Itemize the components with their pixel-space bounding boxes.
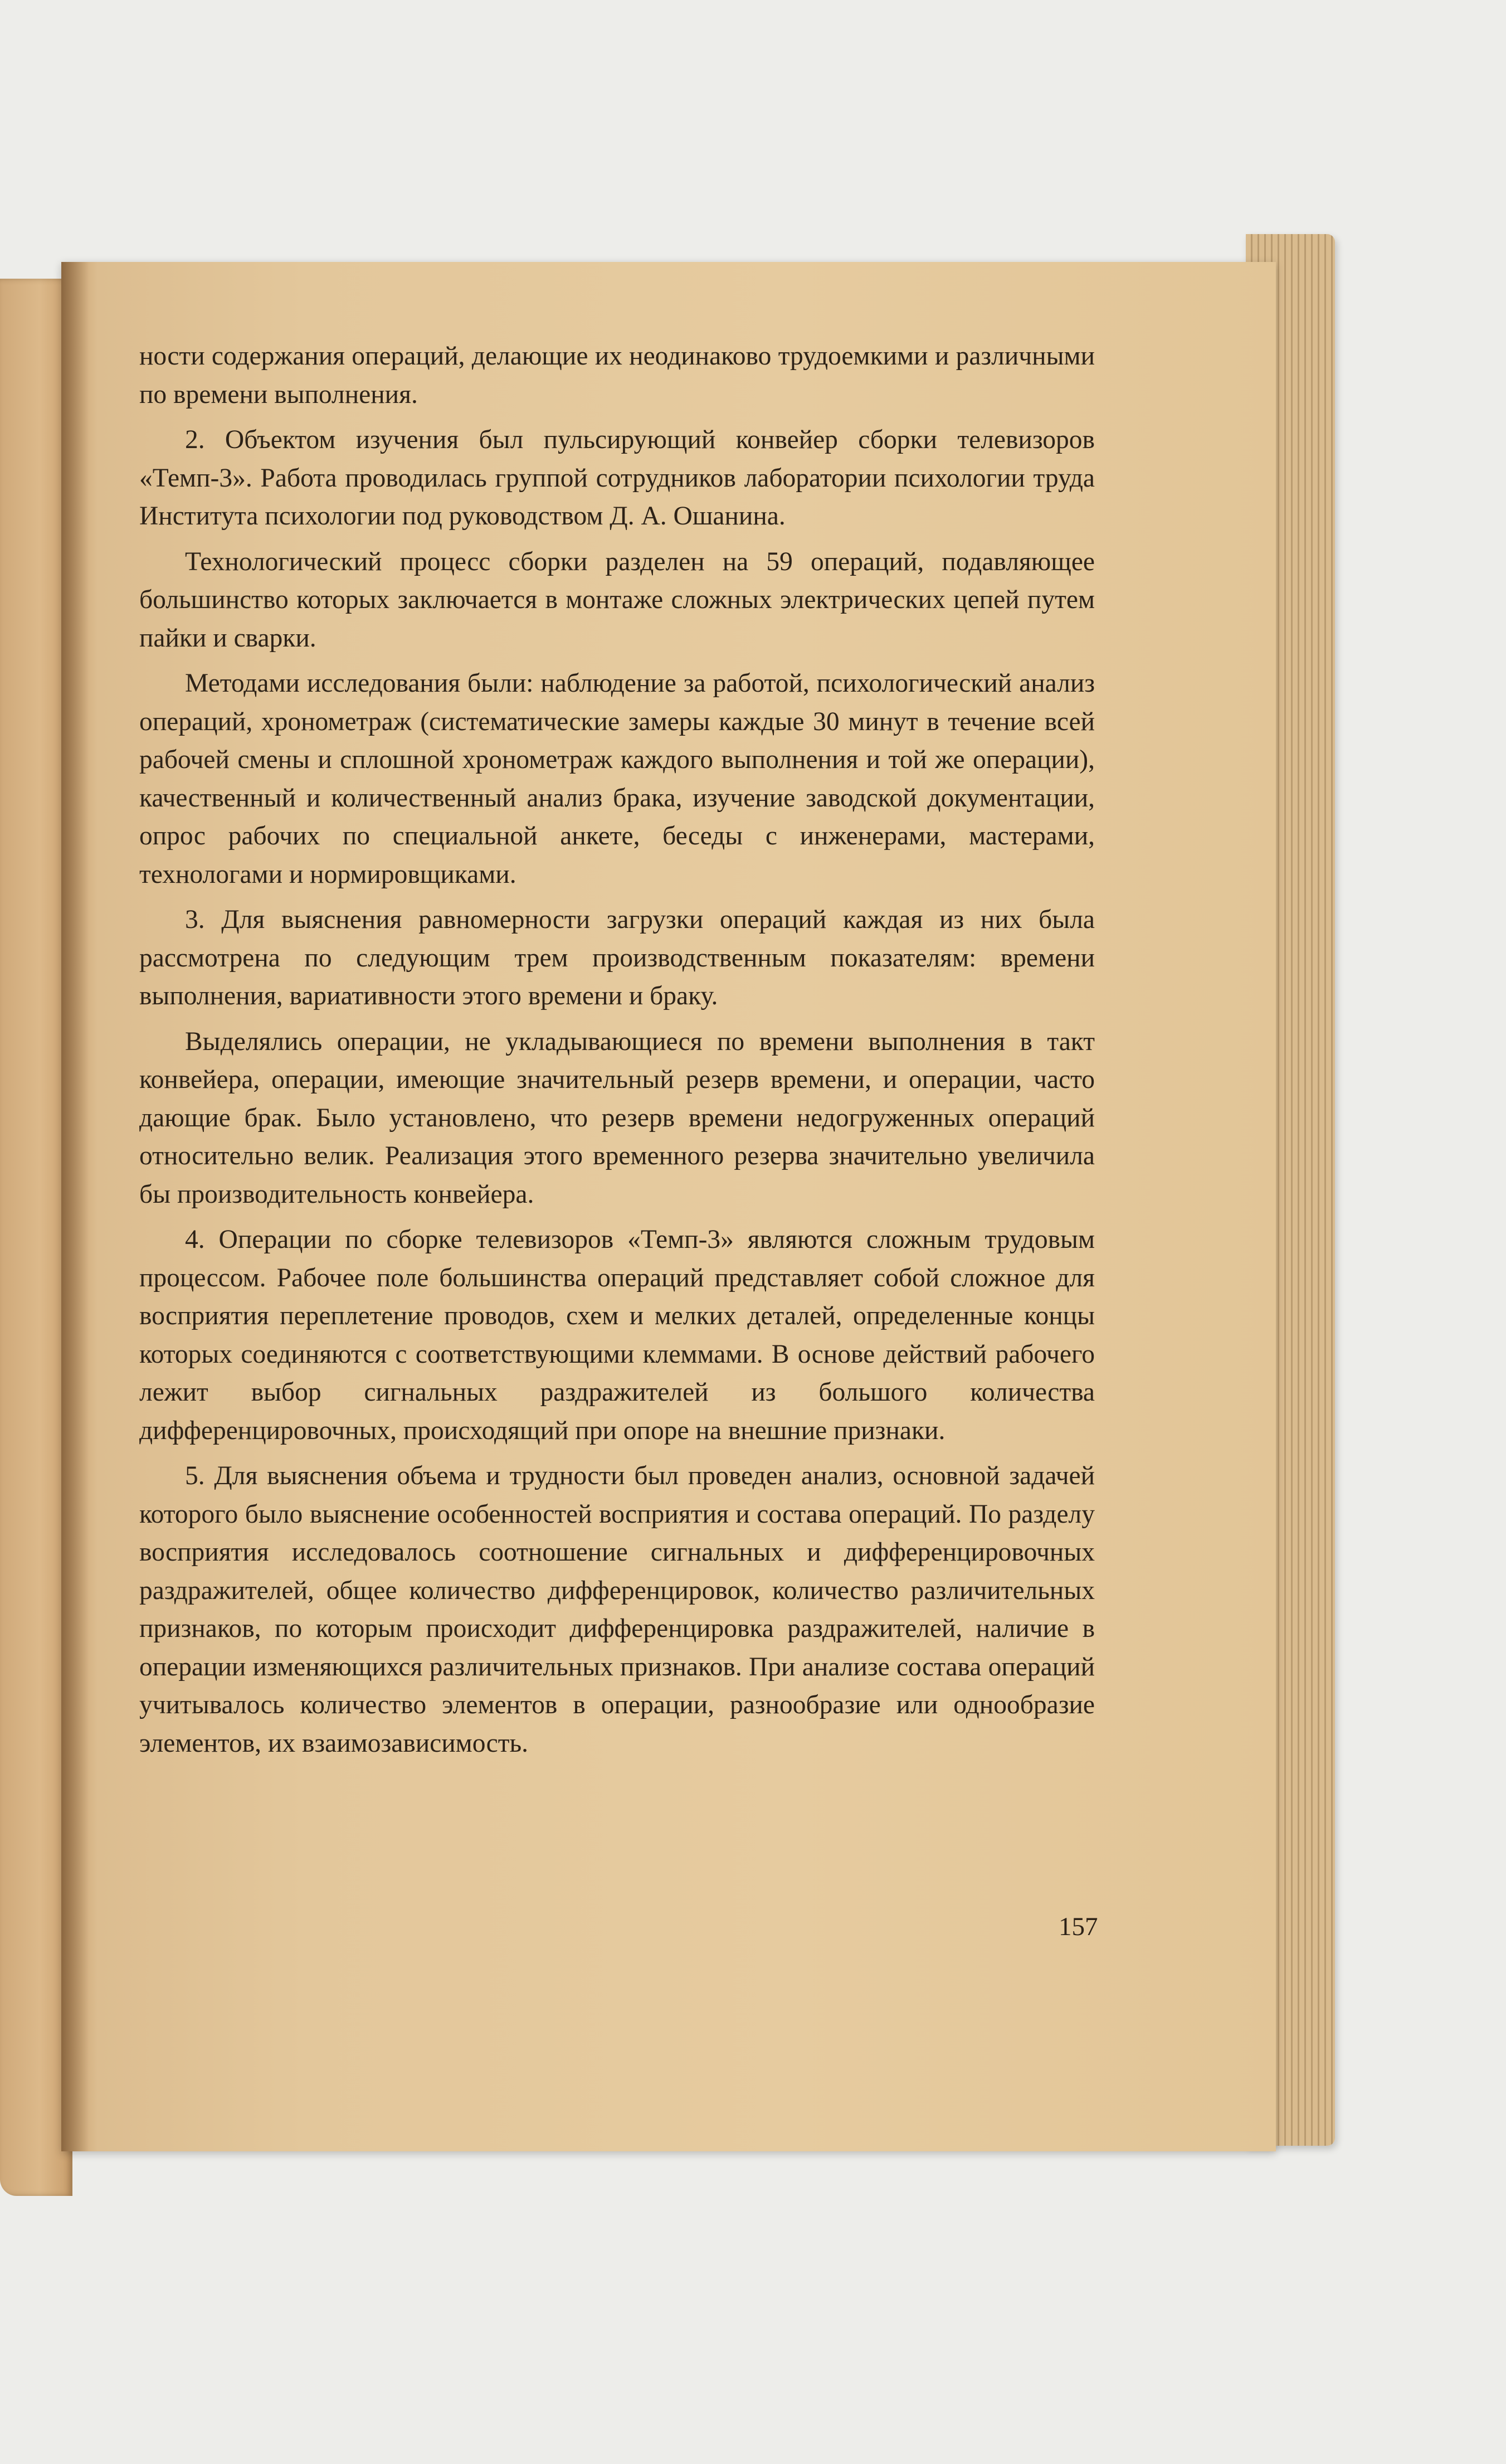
paragraph-tech-process: Технологический процесс сборки разделен на 59 операций, подавляющее большинство которых заключается в монтаже сложных электрических цепей путем пайки и сварки. xyxy=(139,547,1095,653)
spine-shadow xyxy=(61,262,89,2151)
page-number: 157 xyxy=(1059,1912,1098,1941)
page-body-text xyxy=(139,337,1095,1770)
paragraph-5-analysis: 5. Для выяснения объема и трудности был проведен анализ, основной задачей которого было выяснение особенностей восприятия и состава операций. По разделу восприятия исследовалось соотношение сигнальных и дифференцировочных раздражителей, общее количество дифференцировок, количество различительных признаков, по которым происходит дифференцировка раздражителей, наличие в операции изменяющихся различительных признаков. При анализе состава операций учитывалось количество элементов в операции, разнообразие или однообразие элементов, их взаимозависимость. xyxy=(139,1461,1095,1758)
paragraph-operations-reserve: Выделялись операции, не укладывающиеся по времени выполнения в такт конвейера, операции, имеющие значительный резерв времени, и операции, часто дающие брак. Было установлено, что резерв времени недогруженных операций относительно велик. Реализация этого временного резерва значительно увеличила бы производительность конвейера. xyxy=(139,1027,1095,1209)
paragraph-continuation: ности содержания операций, делающие их неодинаково трудоемкими и различными по времени выполнения. xyxy=(139,342,1095,409)
paragraph-3-load: 3. Для выяснения равномерности загрузки операций каждая из них была рассмотрена по следующим трем производственным показателям: времени выполнения, вариативности этого времени и браку. xyxy=(139,905,1095,1010)
paragraph-4-assembly: 4. Операции по сборке телевизоров «Темп-3» являются сложным трудовым процессом. Рабочее поле большинства операций представляет собой сложное для восприятия переплетение проводов, схем и мелких деталей, определенные концы которых соединяются с соответствующими клеммами. В основе действий рабочего лежит выбор сигнальных раздражителей из большого количества дифференцировочных, происходящий при опоре на внешние признаки. xyxy=(139,1225,1095,1445)
paragraph-methods: Методами исследования были: наблюдение за работой, психологический анализ операций, хронометраж (систематические замеры каждые 30 минут в течение всей рабочей смены и сплошной хронометраж каждого выполнения и той же операции), качественный и количественный анализ брака, изучение заводской документации, опрос рабочих по специальной анкете, беседы с инженерами, мастерами, технологами и нормировщиками. xyxy=(139,669,1095,889)
paragraph-2-object: 2. Объектом изучения был пульсирующий конвейер сборки телевизоров «Темп-3». Работа проводилась группой сотрудников лаборатории психологии труда Института психологии под руководством Д. А. Ошанина. xyxy=(139,425,1095,531)
